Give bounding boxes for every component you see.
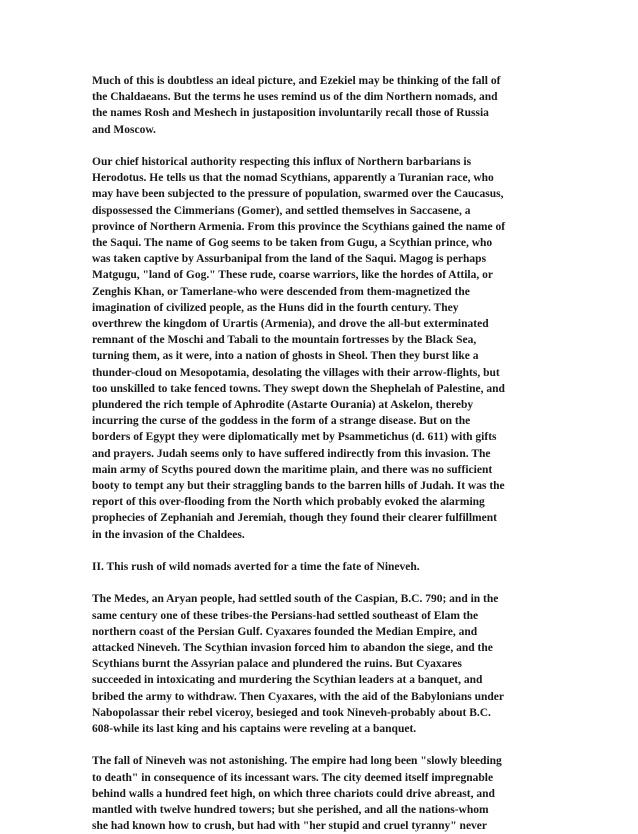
text-line: to death" in consequence of its incessant wars. The city deemed itself impregnable	[92, 771, 494, 784]
text-line: The fall of Nineveh was not astonishing. The empire had long been "slowly bleeding	[92, 755, 502, 768]
text-line: in the invasion of the Chaldees.	[92, 528, 245, 541]
text-line: the names Rosh and Meshech in justaposition involuntarily recall those of Russia	[92, 107, 489, 120]
text-line: bribed the army to withdraw. Then Cyaxares, with the aid of the Babylonians under	[92, 690, 505, 703]
text-line: succeeded in intoxicating and murdering the Scythian leaders at a banquet, and	[92, 674, 483, 687]
text-line: prophecies of Zephaniah and Jeremiah, though they found their clearer fulfillment	[92, 512, 497, 525]
paragraph-fall-of-nineveh	[92, 753, 562, 834]
paragraph-medes	[92, 591, 562, 737]
text-line: II. This rush of wild nomads averted for a time the fate of Nineveh.	[92, 561, 420, 574]
text-line: northern coast of the Persian Gulf. Cyaxares founded the Median Empire, and	[92, 625, 478, 638]
text-line: attacked Nineveh. The Scythian invasion forced him to abandon the siege, and the	[92, 642, 493, 655]
text-line: Nabopolassar their rebel viceroy, besieged and took Nineveh-probably about B.C.	[92, 706, 491, 719]
text-line: report of this over-flooding from the North which probably evoked the alarming	[92, 496, 485, 509]
text-line: incurring the curse of the goddess in the form of a strange disease. But on the	[92, 415, 471, 428]
text-line: and prayers. Judah seems only to have suffered indirectly from this invasion. The	[92, 447, 491, 460]
text-line: main army of Scyths poured down the maritime plain, and there was no sufficient	[92, 463, 493, 476]
text-line: The Medes, an Aryan people, had settled south of the Caspian, B.C. 790; and in the	[92, 593, 499, 606]
text-line: province of Northern Armenia. From this province the Scythians gained the name of	[92, 220, 506, 233]
paragraph-scythians	[92, 154, 562, 543]
section-heading-nomads	[92, 559, 562, 575]
text-line: mantled with twelve hundred towers; but she perished, and all the nations-whom	[92, 804, 489, 817]
text-line: Herodotus. He tells us that the nomad Scythians, apparently a Turanian race, who	[92, 172, 494, 185]
text-line: too unskilled to take fenced towns. They swept down the Shephelah of Palestine, and	[92, 382, 505, 395]
text-line: overthrew the kingdom of Urartis (Armenia), and drove the all-but exterminated	[92, 318, 489, 331]
text-line: 608-while its last king and his captains were reveling at a banquet.	[92, 723, 417, 736]
text-line: thunder-cloud on Mesopotamia, desolating the villages with their arrow-flights, but	[92, 366, 500, 379]
text-line: same century one of these tribes-the Persians-had settled southeast of Elam the	[92, 609, 479, 622]
text-line: Zenghis Khan, or Tamerlane-who were descended from them-magnetized the	[92, 285, 470, 298]
text-line: was taken captive by Assurbanipal from the land of the Saqui. Magog is perhaps	[92, 253, 487, 266]
text-line: dispossessed the Cimmerians (Gomer), and settled themselves in Saccasene, a	[92, 204, 471, 217]
paragraph-ezekiel	[92, 73, 562, 138]
text-line: Much of this is doubtless an ideal picture, and Ezekiel may be thinking of the fall of	[92, 75, 501, 87]
text-line: turning them, as it were, into a nation of ghosts in Sheol. Then they burst like a	[92, 350, 479, 363]
text-line: borders of Egypt they were diplomatically met by Psammetichus (d. 611) with gifts	[92, 431, 497, 444]
text-line: Scythians burnt the Assyrian palace and plundered the ruins. But Cyaxares	[92, 658, 462, 671]
text-line: the Saqui. The name of Gog seems to be taken from Gugu, a Scythian prince, who	[92, 237, 493, 250]
body-text	[92, 73, 562, 834]
text-line: behind walls a hundred feet high, on which three chariots could drive abreast, and	[92, 787, 495, 800]
text-line: may have been subjected to the pressure of population, swarmed over the Caucasus,	[92, 188, 504, 201]
text-line: imagination of civilized people, as the Huns did in the fourth century. They	[92, 301, 459, 314]
text-line: she had known how to crush, but had with "her stupid and cruel tyranny" never	[92, 820, 488, 833]
text-line: Our chief historical authority respecting this influx of Northern barbarians is	[92, 156, 472, 168]
text-line: remnant of the Moschi and Tabali to the mountain fortresses by the Black Sea,	[92, 334, 477, 347]
text-line: the Chaldaeans. But the terms he uses remind us of the dim Northern nomads, and	[92, 91, 498, 104]
text-line: plundered the rich temple of Aphrodite (Astarte Ourania) at Askelon, thereby	[92, 399, 474, 412]
text-line: and Moscow.	[92, 123, 156, 136]
text-line: Matgugu, "land of Gog." These rude, coarse warriors, like the hordes of Attila, or	[92, 269, 493, 282]
text-line: booty to tempt any but their straggling bands to the barren hills of Judah. It was the	[92, 480, 505, 493]
